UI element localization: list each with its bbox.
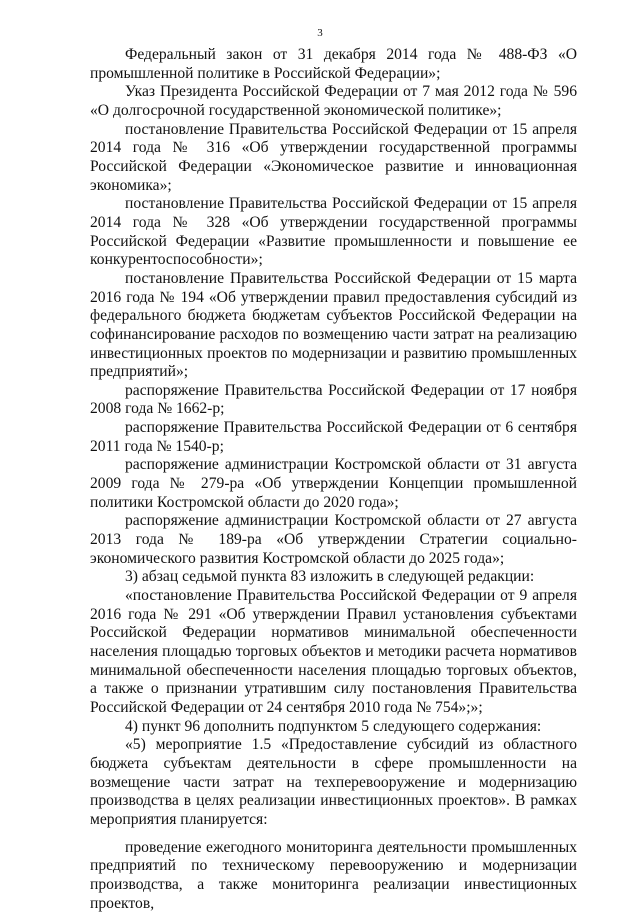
document-body bbox=[90, 46, 577, 913]
paragraph-federal-law: Федеральный закон от 31 декабря 2014 года № 488-ФЗ «О промышленной политике в Российской Федерации»; bbox=[90, 46, 577, 82]
paragraph-resolution-316: постановление Правительства Российской Федерации от 15 апреля 2014 года № 316 «Об утверждении государственной программы Российской Федерации «Экономическое развитие и инновационная экономика»; bbox=[90, 120, 577, 194]
paragraph-item-3: 3) абзац седьмой пункта 83 изложить в следующей редакции: bbox=[125, 568, 535, 586]
paragraph-order-189: распоряжение администрации Костромской области от 27 августа 2013 года № 189-ра «Об утверждении Стратегии социально-экономического развития Костромской области до 2025 года»; bbox=[90, 512, 577, 567]
paragraph-item-4: 4) пункт 96 дополнить подпунктом 5 следующего содержания: bbox=[125, 717, 542, 735]
paragraph-resolution-291: «постановление Правительства Российской Федерации от 9 апреля 2016 года № 291 «Об утверждении Правил установления субъектами Российской Федерации нормативов минимальной обеспеченности населения площадью торговых объектов и методики расчета нормативов минимальной обеспеченности населения площадью торговых объектов, а также о признании утратившим силу постановления Правительства Российской Федерации от 24 сентября 2010 года № 754»;»; bbox=[90, 587, 577, 716]
paragraph-order-1662: распоряжение Правительства Российской Федерации от 17 ноября 2008 года № 1662-р; bbox=[90, 381, 577, 418]
paragraph-resolution-194: постановление Правительства Российской Федерации от 15 марта 2016 года № 194 «Об утверждении правил предоставления субсидий из федерального бюджета бюджетам субъектов Российской Федерации на софинансирование расходов по возмещению части затрат на реализацию инвестиционных проектов по модернизации и развитию промышленных предприятий»; bbox=[90, 269, 577, 381]
paragraph-measure-1-5: «5) мероприятие 1.5 «Предоставление субсидий из областного бюджета субъектам деятельности в сфере промышленности на возмещение части затрат на техперевооружение и модернизацию производства в целях реализации инвестиционных проектов». В рамках мероприятия планируется: bbox=[90, 736, 577, 828]
paragraph-presidential-decree: Указ Президента Российской Федерации от 7 мая 2012 года № 596 «О долгосрочной государственной экономической политике»; bbox=[90, 83, 577, 119]
paragraph-order-1540: распоряжение Правительства Российской Федерации от 6 сентября 2011 года № 1540-р; bbox=[90, 419, 577, 455]
page-number: 3 bbox=[317, 27, 323, 39]
paragraph-monitoring: проведение ежегодного мониторинга деятельности промышленных предприятий по техническому перевооружению и модернизации производства, а также мониторинга реализации инвестиционных проектов, bbox=[90, 838, 577, 912]
paragraph-order-279: распоряжение администрации Костромской области от 31 августа 2009 года № 279-ра «Об утверждении Концепции промышленной политики Костромской области до 2020 года»; bbox=[90, 456, 577, 511]
paragraph-resolution-328: постановление Правительства Российской Федерации от 15 апреля 2014 года № 328 «Об утверждении государственной программы Российской Федерации «Развитие промышленности и повышение ее конкурентоспособности»; bbox=[90, 195, 577, 269]
